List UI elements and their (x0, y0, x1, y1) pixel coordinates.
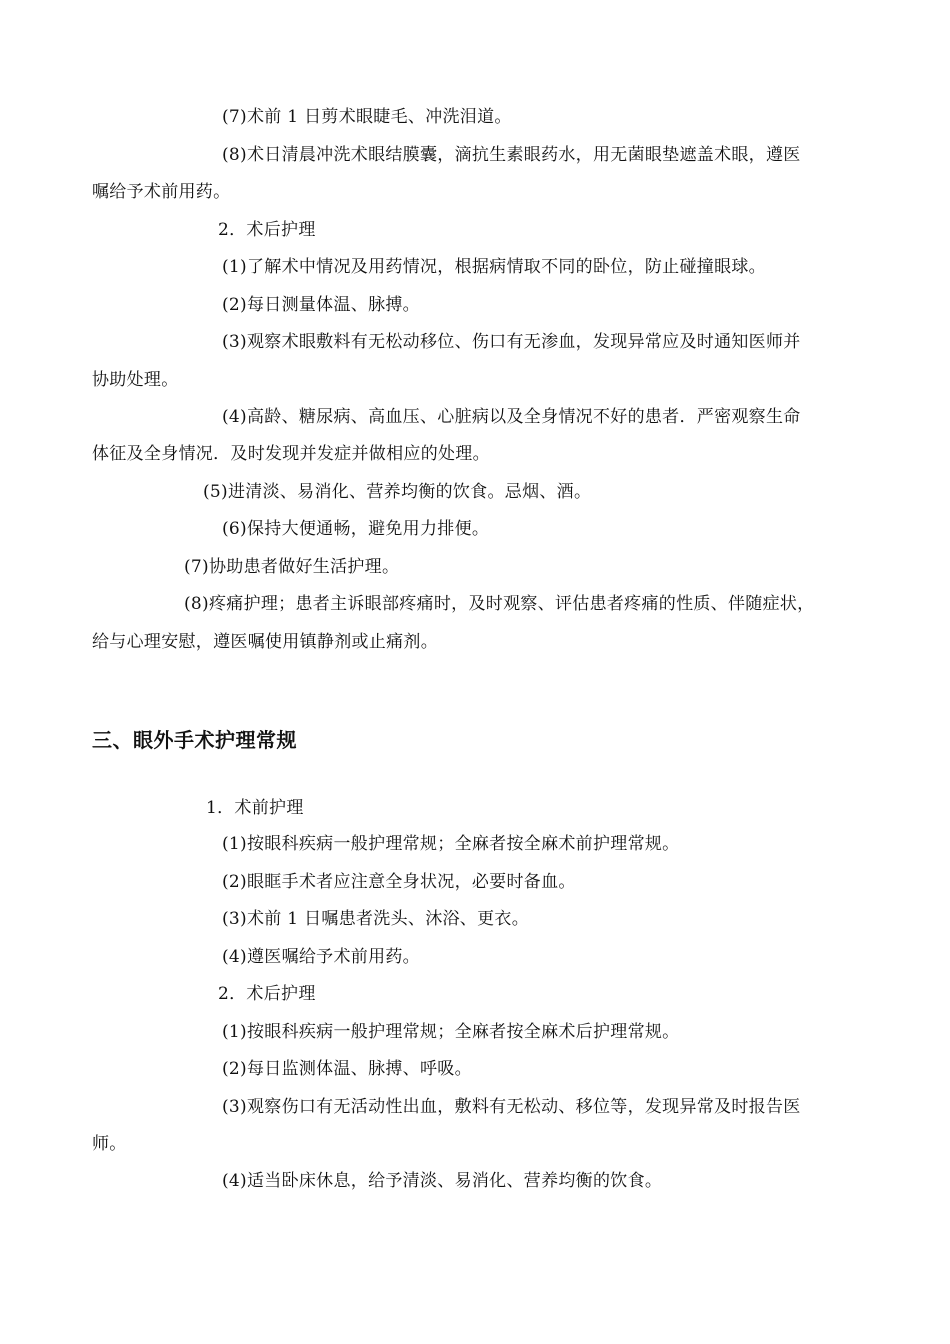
post-op-item-8-continued: 给与心理安慰，遵医嘱使用镇静剂或止痛剂。 (92, 632, 438, 652)
s3-pre-op-item-3: (3)术前 1 日嘱患者洗头、沐浴、更衣。 (222, 909, 530, 929)
s3-pre-op-item-1: (1)按眼科疾病一般护理常规；全麻者按全麻术前护理常规。 (222, 834, 680, 854)
post-op-item-3-continued: 协助处理。 (92, 370, 179, 390)
s3-post-op-item-3-continued: 师。 (92, 1134, 127, 1154)
post-op-item-6: (6)保持大便通畅，避免用力排便。 (222, 519, 490, 539)
s3-pre-op-item-2: (2)眼眶手术者应注意全身状况，必要时备血。 (222, 872, 576, 892)
s3-post-op-item-1: (1)按眼科疾病一般护理常规；全麻者按全麻术后护理常规。 (222, 1022, 680, 1042)
s3-pre-op-subheading: 1．术前护理 (206, 798, 304, 818)
s3-post-op-subheading: 2．术后护理 (218, 984, 316, 1004)
s3-post-op-item-4: (4)适当卧床休息，给予清淡、易消化、营养均衡的饮食。 (222, 1171, 663, 1191)
post-op-subheading: 2．术后护理 (218, 220, 316, 240)
pre-op-item-8: (8)术日清晨冲洗术眼结膜囊，滴抗生素眼药水，用无菌眼垫遮盖术眼，遵医 (222, 145, 801, 165)
post-op-item-8: (8)疼痛护理；患者主诉眼部疼痛时，及时观察、评估患者疼痛的性质、伴随症状， (184, 594, 815, 614)
pre-op-item-8-continued: 嘱给予术前用药。 (92, 182, 231, 202)
post-op-item-4-continued: 体征及全身情况．及时发现并发症并做相应的处理。 (92, 444, 490, 464)
s3-post-op-item-2: (2)每日监测体温、脉搏、呼吸。 (222, 1059, 472, 1079)
section-three-title: 三、眼外手术护理常规 (92, 728, 297, 752)
post-op-item-7: (7)协助患者做好生活护理。 (184, 557, 400, 577)
post-op-item-4: (4)高龄、糖尿病、高血压、心脏病以及全身情况不好的患者．严密观察生命 (222, 407, 801, 427)
pre-op-item-7: (7)术前 1 日剪术眼睫毛、冲洗泪道。 (222, 107, 512, 127)
post-op-item-1: (1)了解术中情况及用药情况，根据病情取不同的卧位，防止碰撞眼球。 (222, 257, 766, 277)
post-op-item-5: (5)进清淡、易消化、营养均衡的饮食。忌烟、酒。 (203, 482, 592, 502)
s3-post-op-item-3: (3)观察伤口有无活动性出血，敷料有无松动、移位等，发现异常及时报告医 (222, 1097, 801, 1117)
s3-pre-op-item-4: (4)遵医嘱给予术前用药。 (222, 947, 420, 967)
post-op-item-2: (2)每日测量体温、脉搏。 (222, 295, 420, 315)
post-op-item-3: (3)观察术眼敷料有无松动移位、伤口有无渗血，发现异常应及时通知医师并 (222, 332, 801, 352)
